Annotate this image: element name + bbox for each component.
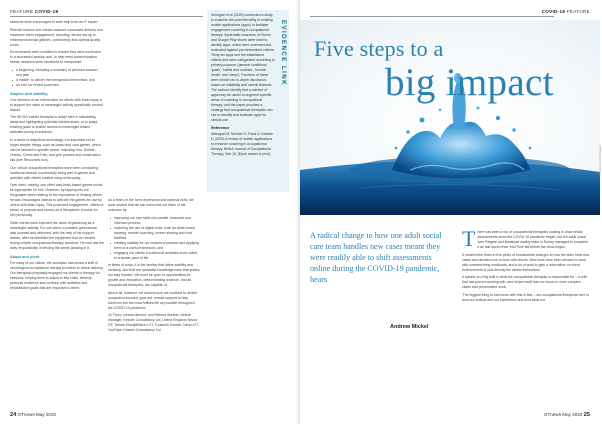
paragraph: Over steel, notably, one client was brain-based games would be appropriate for him. However, by tapping into the Kingmaker when relating to the importance of helping others, he was encouraged instead to activate the games for use by others with brain injury. This promoted engagement, offered a sense of purpose and served as a therapeutic process for him personally. bbox=[10, 183, 104, 218]
author-byline: Jo Thorp, clinical director, and Nichola Skelton, clinical manager, Kessler Consultancy Ltd, United Kingdom Neuro OT; Tarhan Khanjid/Neuro OT, Trustnuto Kessler, Neuro OT, YouTube: Kessler Consultancy Ltd bbox=[108, 313, 199, 333]
folio-left bbox=[10, 412, 56, 418]
topic-label: COVID-19 bbox=[34, 9, 59, 14]
header-rule bbox=[310, 16, 554, 17]
right-page bbox=[300, 0, 600, 424]
drop-cap: T bbox=[462, 226, 476, 251]
section-label: FEATURE bbox=[10, 9, 34, 14]
list-item: engaging our clients in traditional activities more suited to a slower pace of life. bbox=[108, 251, 200, 261]
evidence-link-label: EVIDENCE LINK bbox=[280, 20, 287, 86]
author-name: Andrew Mickel bbox=[390, 324, 429, 330]
pull-quote: A radical change to how one adult social care team handles new cases meant they were readily able to shift assessments online during the COVID-19 pandemic, hears bbox=[310, 231, 442, 284]
reference-citation: Sebuguzi M, Mohtah S, Frank V, Kessler D (2020) A review of mobile applications to enhance coaching in occupational therapy. British Journal of Occupational Therapy, Mar 10. [Epub ahead of print]. bbox=[211, 131, 273, 156]
paragraph: Remote session one checks assured successful delivery and maximum client engagement, including: device set-up to minimise technical glitches, connectivity and optimal quality hours. bbox=[10, 27, 103, 47]
running-head-right bbox=[542, 9, 590, 14]
photo-credit: Shutterstock/Unsplash bbox=[598, 145, 602, 176]
page-number: 24 bbox=[10, 412, 17, 418]
paragraph: The WCHG trained therapist to adapt here in stimulating ideas and highlighting potential interest areas, or to adapt existing goals to enable access to meaningful leisure activities during a lockdown. bbox=[10, 115, 98, 135]
running-head-left bbox=[10, 9, 58, 14]
text-column-1 bbox=[10, 20, 104, 293]
page-number: 25 bbox=[583, 412, 590, 418]
evidence-link-box bbox=[207, 10, 289, 192]
publication-date: OTnews May 2020 bbox=[17, 412, 57, 417]
subheading: Staples and stability bbox=[10, 90, 48, 96]
water-splash-photo bbox=[300, 20, 600, 215]
left-page bbox=[0, 0, 300, 424]
paragraph: In times of crisis, it is the familiar that offers stability and certainty, and that are specialist knowledge base that guides our way forward. We must be open to opportunities for growth and innovation, demonstrating what we, and all occupational therapists, are capable of. bbox=[108, 263, 200, 288]
paragraph: As a team, in the form of personal and national risks, we have shared that we can overcome our fears of the unknown by: bbox=[108, 198, 194, 212]
paragraph: For many of our clients, the lockdown has meant a shift of neurological occupational therapy provision to virtual delivery. Our therapists physically engaged our clients in therapy via sessions, helping them to adjust to this crisis, develop personal resilience and continue with activities and rehabilitation goals that are important to them. bbox=[10, 260, 104, 290]
evidence-text bbox=[211, 13, 275, 159]
headline-line-2: big impact bbox=[385, 61, 554, 104]
paragraph: It speaks to a big shift in what the occupational therapist is responsible for – a shift that has proven working with, and helped staff learn to focus on more complex cases and preventative work. bbox=[462, 275, 588, 290]
paragraph: Other clients have explored the value of gardening as a meaningful activity. For one client, a portable greenhouse was sourced and delivered, with the help of his support worker, after he identified the equipment that he needed during remote occupational therapy sessions. He now has the daily responsibility of tending the seeds growing in it. bbox=[10, 220, 105, 250]
paragraph: Environments were modified to ensure they were conducive to a successful session and, to help meet communication needs, sessions were structured to incorporate: bbox=[10, 50, 101, 65]
bullet-list bbox=[10, 68, 104, 88]
paragraph: Our 'virtual' occupational therapists have been conducting functional session successfully being part in games and activities with clients located many miles away. bbox=[10, 165, 98, 180]
paragraph: One element of our intervention for clients with brain injury is to support the value of meaningful activity specifically around leisure. bbox=[10, 97, 103, 112]
paragraph: In a world of ubiquitous technology, it is important not to forget simpler things, such as board and card games, which can be tailored to specific needs, including Uno, Dobble, Cheats, Chess and Pokr, and give puzzles and construction kits (see Resources box). bbox=[10, 137, 101, 162]
paragraph: Above all, however, we must ensure we continue to deliver occupation focused, goal-led, remote support to help survivors live the most fulfilled life as possible throughout the COVID-19 pandemic. bbox=[108, 290, 198, 310]
text-column-2 bbox=[108, 198, 200, 336]
list-item: creating stability for our models of practice and applying them to a useful framework, and bbox=[108, 241, 200, 251]
paragraph bbox=[462, 226, 590, 251]
list-item: a middle, to deliver the therapeutic intervention, and bbox=[10, 78, 104, 83]
header-rule bbox=[10, 16, 203, 17]
headline-line-1: Five steps to a bbox=[314, 36, 444, 61]
paragraph: sessions were encouraged to seek help from an IT expert. bbox=[10, 20, 99, 24]
folio-right bbox=[544, 412, 590, 418]
section-label: FEATURE bbox=[566, 9, 590, 14]
list-item: a beginning, including a summary of previous session and plan bbox=[10, 68, 104, 78]
list-item: exploring the use of digital tools, such as white-board drawing, remote coaching, screen sharing and chat facilities bbox=[108, 226, 200, 241]
paragraph: Sebuguzi et al (2020) conducted a study to examine the potential utility of existing mobile applications (apps) to facilitate engagement coaching in occupational therapy. Systematic searches of iTunes and Google Play stores were used to identify apps, which were screened and evaluated against pre-determined criteria. Thirty-six apps met the established criteria and were categorised according to primary purpose ('general conditions', 'goals', 'habits and routines', 'mental health' and 'sleep'). Fourteen of these were chosen for in-depth discussion, based on suitability and overall features. The authors identify that a number of apps may be useful to augment specific areas of coaching in occupational therapy, and the paper provides a strategy that occupational therapists can use to identify and evaluate apps for clinical use. bbox=[211, 13, 275, 122]
bullet-list bbox=[108, 216, 200, 261]
paragraph: It rostered the team in five years of fundamental changes to how the team treat new cases and decides how to work with clients. New tools have been devised to deal with overwhelming workloads, and a lot of work to gain a information on client environments is now directly the clients themselves. bbox=[462, 252, 590, 272]
paragraph-text: here has been a run of occupational therapists looking to draw virtual assessments since the COVID-19 pandemic began, but the adult social care Reigate and Banstead locality team in Surrey managed to complete it as half dozen from YourTime fail before the crisis began. bbox=[477, 230, 588, 249]
publication-date: OTnews May 2020 bbox=[543, 412, 583, 417]
subheading: Adapt and pivot bbox=[10, 253, 40, 259]
list-item: improving our own skills into candid, reasoned and informed process bbox=[108, 216, 200, 226]
list-item: an end, for review purposes. bbox=[10, 83, 104, 88]
paragraph: 'The biggest thing to overcome with this is fear – are occupational therapists here to trust our instinct and our experience and trust what our bbox=[462, 292, 590, 302]
article-body bbox=[462, 226, 590, 305]
reference-heading: Reference bbox=[211, 125, 230, 130]
topic-label: COVID-19 bbox=[541, 9, 566, 14]
